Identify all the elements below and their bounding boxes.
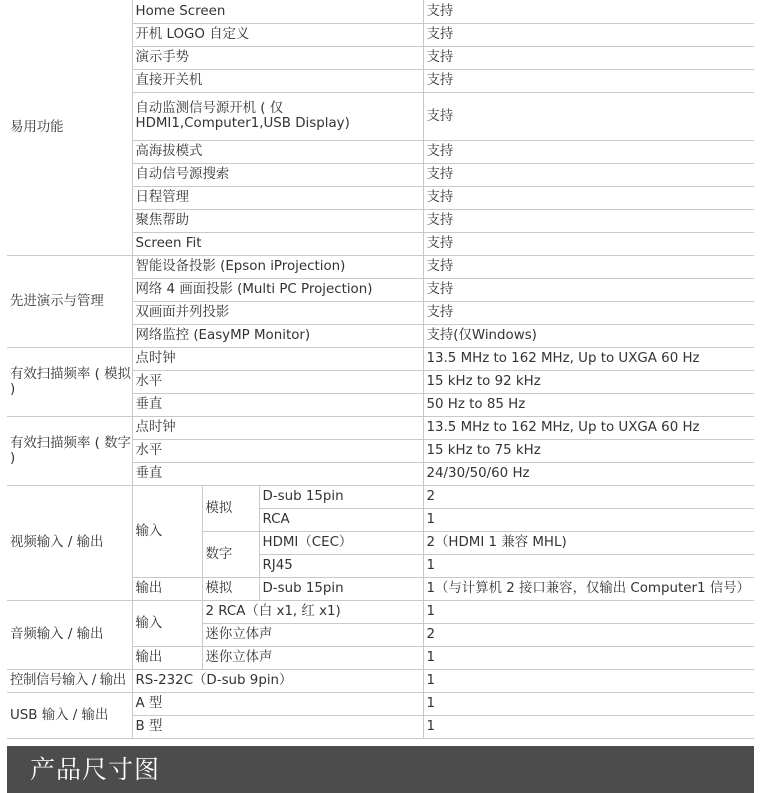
port-cell: RCA [259, 508, 423, 531]
value-cell: 2 [423, 485, 754, 508]
category-cell: 有效扫描频率 ( 数字 ) [7, 416, 132, 485]
category-cell: 控制信号输入 / 输出 [7, 669, 132, 692]
value-cell: 2（HDMI 1 兼容 MHL) [423, 531, 754, 554]
value-cell: 支持(仅Windows) [423, 324, 754, 347]
port-cell: 迷你立体声 [202, 646, 423, 669]
feature-cell: 直接开关机 [132, 69, 423, 92]
io-direction-cell: 输入 [132, 600, 202, 646]
port-cell: D-sub 15pin [259, 577, 423, 600]
advanced-group [7, 255, 754, 347]
easy-features-group [7, 0, 754, 255]
feature-cell: 水平 [132, 439, 423, 462]
category-cell: 有效扫描频率 ( 模拟 ) [7, 347, 132, 416]
io-direction-cell: 输入 [132, 485, 202, 577]
feature-cell: 垂直 [132, 462, 423, 485]
usb-io-group [7, 692, 754, 738]
scan-analog-group [7, 347, 754, 416]
port-cell: RJ45 [259, 554, 423, 577]
table-row [7, 669, 754, 692]
audio-io-group [7, 600, 754, 669]
spec-table [7, 0, 754, 739]
table-row [7, 485, 754, 508]
value-cell: 支持 [423, 209, 754, 232]
value-cell: 支持 [423, 92, 754, 140]
value-cell: 15 kHz to 92 kHz [423, 370, 754, 393]
value-cell: 1 [423, 646, 754, 669]
value-cell: 1 [423, 554, 754, 577]
table-row [7, 692, 754, 715]
feature-cell: 高海拔模式 [132, 140, 423, 163]
category-cell: 先进演示与管理 [7, 255, 132, 347]
section-title: 产品尺寸图 [30, 755, 161, 784]
value-cell: 支持 [423, 232, 754, 255]
value-cell: 支持 [423, 0, 754, 23]
value-cell: 50 Hz to 85 Hz [423, 393, 754, 416]
feature-cell: 日程管理 [132, 186, 423, 209]
port-cell: HDMI（CEC） [259, 531, 423, 554]
value-cell: 支持 [423, 140, 754, 163]
feature-cell: 自动监测信号源开机 ( 仅 HDMI1,Computer1,USB Display) [132, 92, 423, 140]
feature-cell: 垂直 [132, 393, 423, 416]
value-cell: 15 kHz to 75 kHz [423, 439, 754, 462]
value-cell: 24/30/50/60 Hz [423, 462, 754, 485]
table-row [7, 255, 754, 278]
feature-cell: Screen Fit [132, 232, 423, 255]
feature-cell: 水平 [132, 370, 423, 393]
scan-digital-group [7, 416, 754, 485]
value-cell: 1 [423, 669, 754, 692]
value-cell: 支持 [423, 186, 754, 209]
value-cell: 支持 [423, 69, 754, 92]
table-row [7, 347, 754, 370]
port-cell: RS-232C（D-sub 9pin） [132, 669, 423, 692]
feature-cell: 双画面并列投影 [132, 301, 423, 324]
feature-cell: 网络 4 画面投影 (Multi PC Projection) [132, 278, 423, 301]
io-direction-cell: 输出 [132, 646, 202, 669]
port-cell: B 型 [132, 715, 423, 738]
category-cell: USB 输入 / 输出 [7, 692, 132, 738]
value-cell: 13.5 MHz to 162 MHz, Up to UXGA 60 Hz [423, 347, 754, 370]
value-cell: 支持 [423, 23, 754, 46]
signal-type-cell: 模拟 [202, 485, 259, 531]
value-cell: 13.5 MHz to 162 MHz, Up to UXGA 60 Hz [423, 416, 754, 439]
port-cell: A 型 [132, 692, 423, 715]
table-row [7, 600, 754, 623]
port-cell: D-sub 15pin [259, 485, 423, 508]
category-cell: 易用功能 [7, 0, 132, 255]
feature-cell: Home Screen [132, 0, 423, 23]
value-cell: 1 [423, 508, 754, 531]
table-row [7, 0, 754, 23]
feature-cell: 智能设备投影 (Epson iProjection) [132, 255, 423, 278]
category-cell: 视频输入 / 输出 [7, 485, 132, 600]
section-header-band [7, 746, 754, 793]
value-cell: 1 [423, 692, 754, 715]
feature-cell: 点时钟 [132, 416, 423, 439]
value-cell: 支持 [423, 163, 754, 186]
control-io-group [7, 669, 754, 692]
signal-type-cell: 数字 [202, 531, 259, 577]
table-row [7, 416, 754, 439]
value-cell: 支持 [423, 301, 754, 324]
port-cell: 迷你立体声 [202, 623, 423, 646]
category-cell: 音频输入 / 输出 [7, 600, 132, 669]
value-cell: 支持 [423, 278, 754, 301]
feature-cell: 演示手势 [132, 46, 423, 69]
feature-cell: 网络监控 (EasyMP Monitor) [132, 324, 423, 347]
feature-cell: 点时钟 [132, 347, 423, 370]
value-cell: 1 [423, 715, 754, 738]
value-cell: 支持 [423, 255, 754, 278]
port-cell: 2 RCA（白 x1, 红 x1) [202, 600, 423, 623]
feature-cell: 自动信号源搜索 [132, 163, 423, 186]
signal-type-cell: 模拟 [202, 577, 259, 600]
value-cell: 2 [423, 623, 754, 646]
value-cell: 1 [423, 600, 754, 623]
feature-cell: 开机 LOGO 自定义 [132, 23, 423, 46]
value-cell: 1（与计算机 2 接口兼容，仅输出 Computer1 信号） [423, 577, 754, 600]
feature-cell: 聚焦帮助 [132, 209, 423, 232]
video-io-group [7, 485, 754, 600]
io-direction-cell: 输出 [132, 577, 202, 600]
value-cell: 支持 [423, 46, 754, 69]
